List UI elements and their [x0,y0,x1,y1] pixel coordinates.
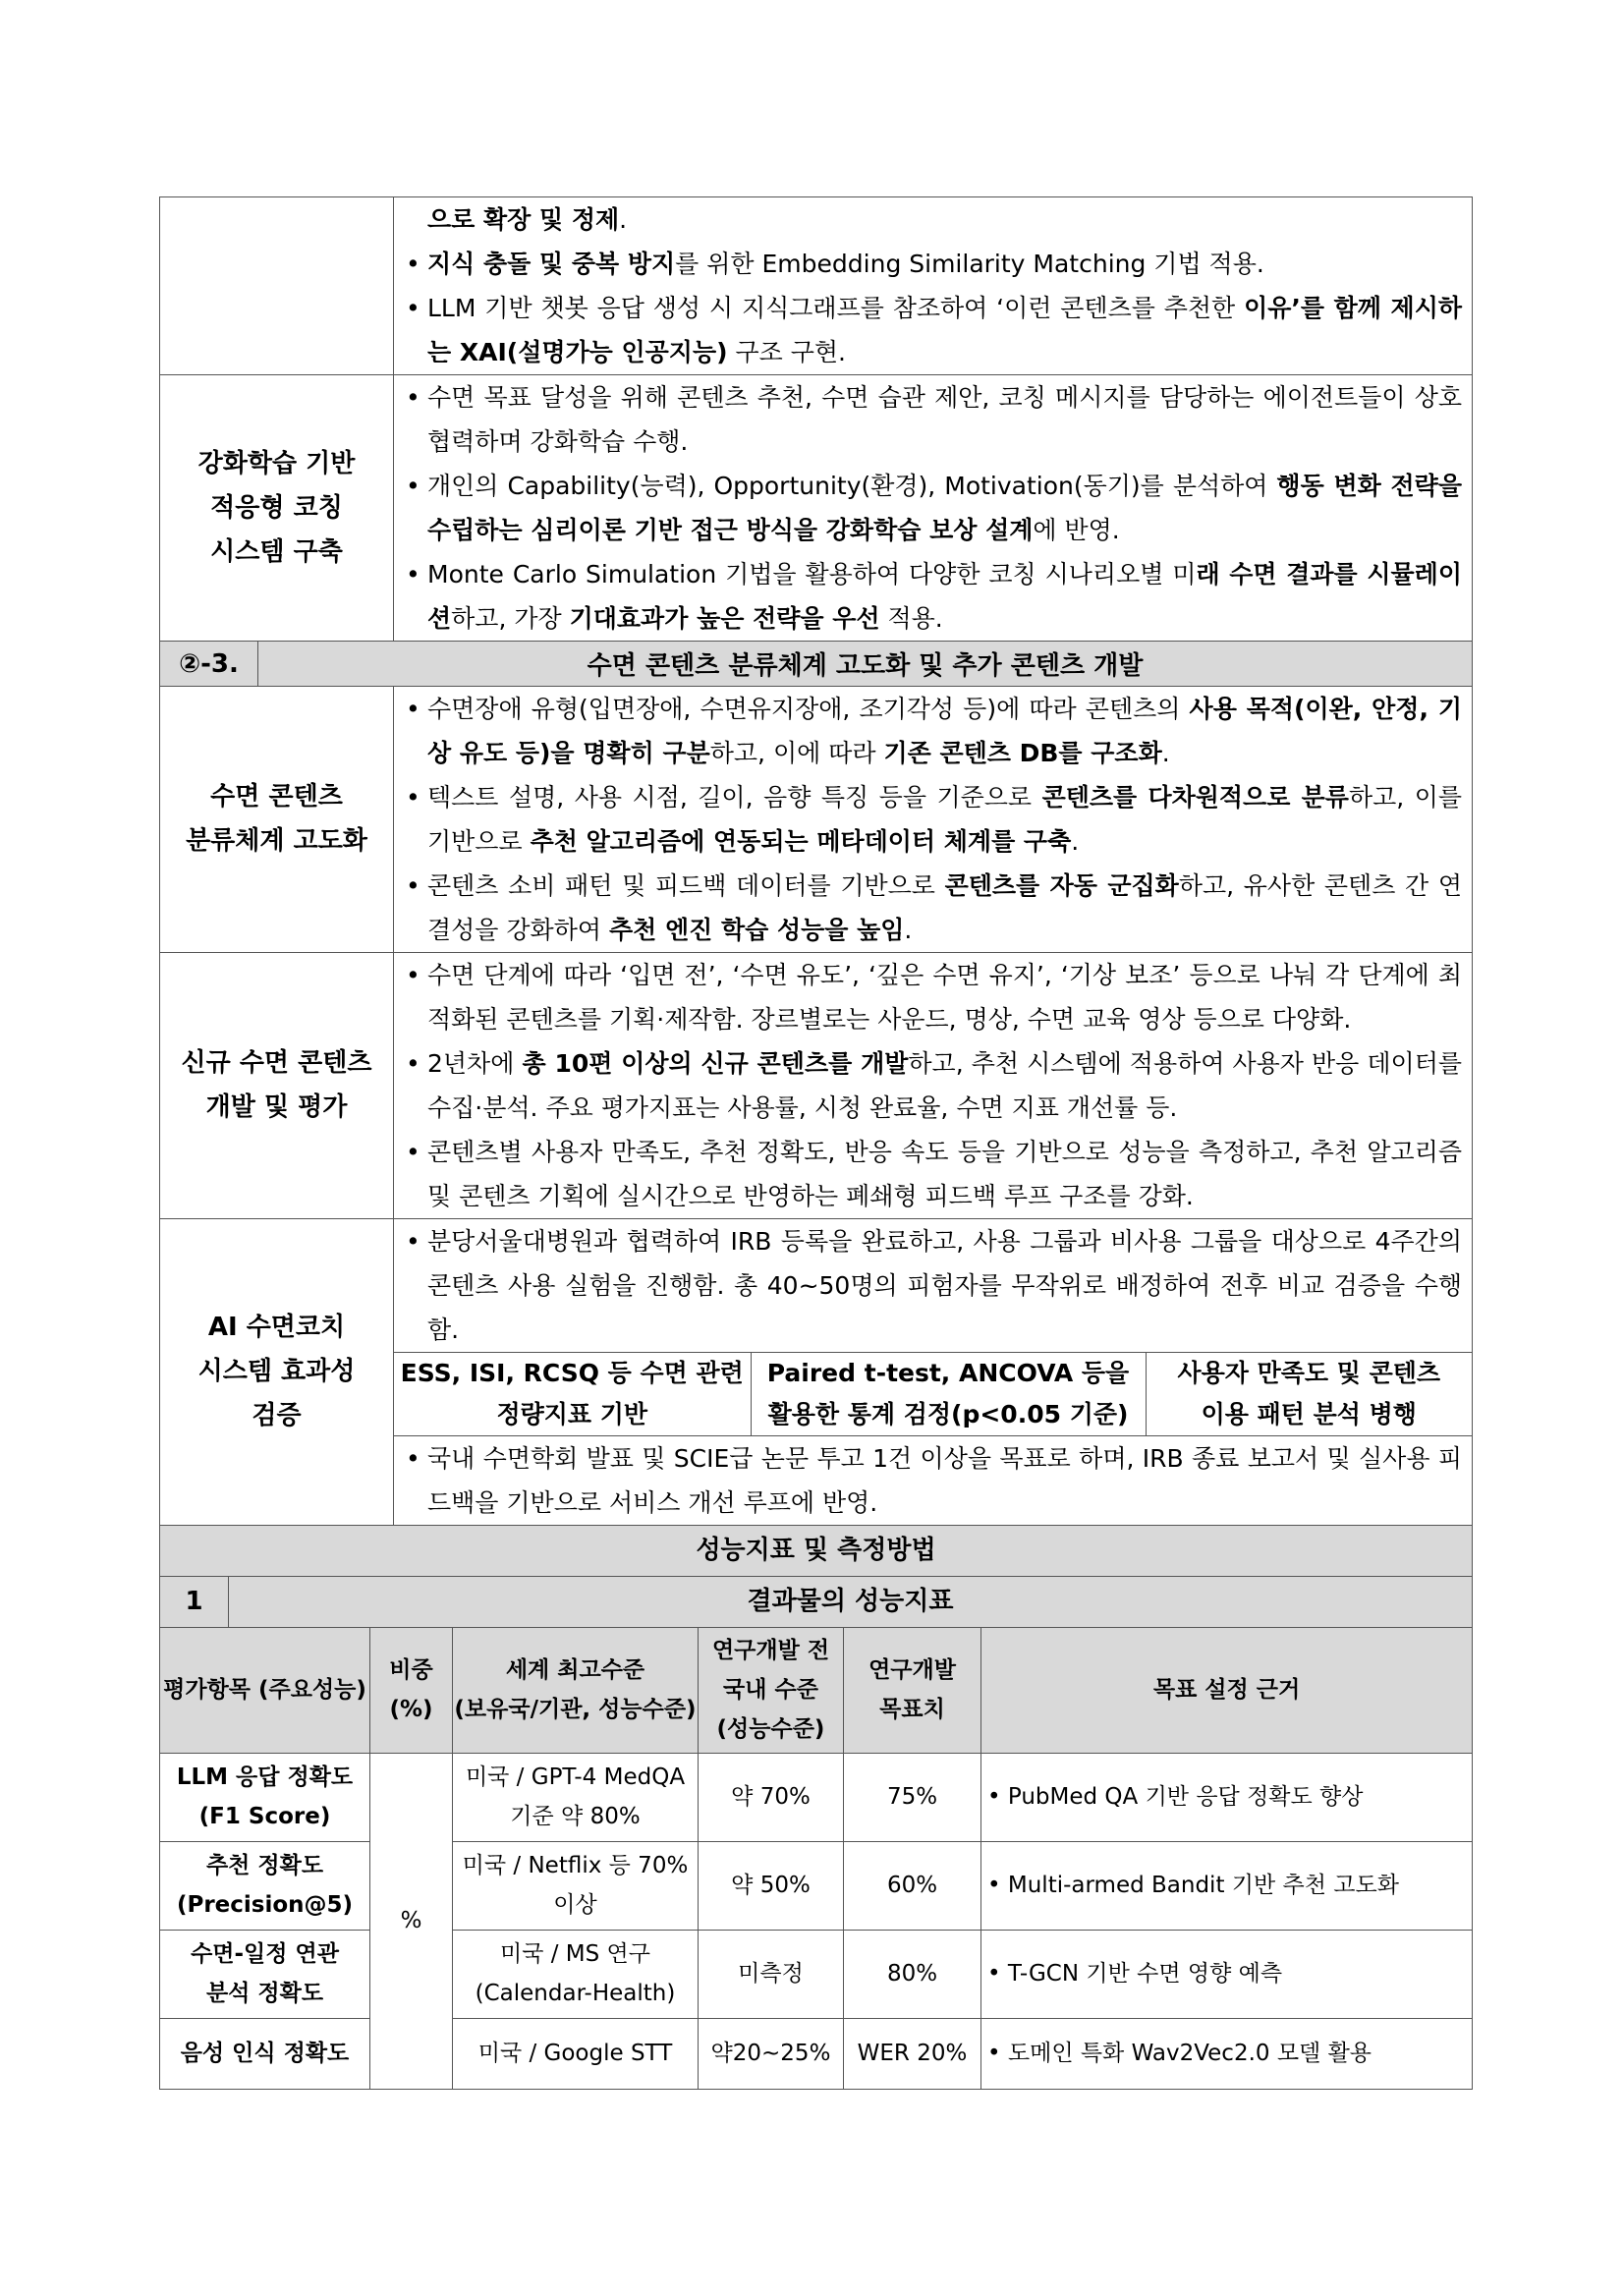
method-box-stats-line1: Paired t-test, ANCOVA 등을 [766,1359,1130,1387]
perf-world-line: 미국 / GPT-4 MedQA [465,1764,686,1790]
header-world-line1: 세계 최고수준 [505,1657,645,1683]
row-label-empty [160,197,394,375]
perf-item-line: (Precision@5) [176,1892,354,1918]
perf-sub-title: 결과물의 성능지표 [229,1576,1473,1627]
row-new-content [160,953,1473,1219]
rl-coaching-bullet-3 [406,552,1462,641]
text-run: 이유’를 함께 제시하는 XAI(설명가능 인공지능) [427,294,1462,366]
knowledge-graph-content [394,197,1473,375]
perf-domestic: 미측정 [699,1930,844,2018]
new-content-bullet-2 [406,1041,1462,1130]
perf-world-line: 기준 약 80% [510,1804,641,1829]
taxonomy-label [160,687,394,953]
new-content-bullet-3 [406,1130,1462,1218]
ai-validation-label-line-1: AI 수면코치 [207,1313,346,1342]
table-row [160,2018,1473,2089]
text-run: 하고, 추천 시스템에 적용하여 사용자 반응 데이터를 수집·분석. 주요 평가지표는 사용률, 시청 완료율, 수면 지표 개선률 등. [427,1049,1463,1122]
text-run: 하고, 가장 [451,604,570,633]
perf-sub-number: 1 [160,1576,229,1627]
taxonomy-label-line-2: 분류체계 고도화 [186,826,367,856]
perf-target: WER 20% [844,2018,981,2089]
rl-coaching-bullet-2 [406,464,1462,552]
taxonomy-content [394,687,1473,953]
perf-domestic: 약20~25% [699,2018,844,2089]
method-box-stats [751,1353,1146,1436]
header-weight: 비중(%) [370,1627,453,1753]
perf-item [160,1841,370,1930]
taxonomy-bullet-2 [406,775,1462,864]
table-row [160,1841,1473,1930]
row-knowledge-graph [160,197,1473,375]
perf-item-line: 수면-일정 연관 [191,1941,339,1967]
rl-coaching-label-line-1: 강화학습 기반 [197,448,356,478]
header-target-line2: 목표치 [879,1697,945,1722]
text-run: . [619,205,628,234]
section-header-2-3 [160,642,1473,687]
method-box-metrics [394,1353,751,1436]
perf-domestic: 약 50% [699,1841,844,1930]
ai-intro-wrap [394,1219,1472,1352]
header-domestic-line3: (성능수준) [716,1716,825,1742]
rl-coaching-label-line-2: 적응형 코칭 [210,492,343,523]
header-domestic-line2: 국내 수준 [723,1677,818,1703]
performance-table [159,1525,1473,2090]
text-run: 지식 충돌 및 중복 방지 [427,250,676,278]
text-run: 수면장애 유형(입면장애, 수면유지장애, 조기각성 등)에 따라 콘텐츠의 [427,695,1190,723]
ai-validation-content [394,1219,1473,1526]
perf-target: 75% [844,1753,981,1841]
header-domestic-line1: 연구개발 전 [711,1638,830,1663]
text-run: 콘텐츠를 자동 군집화 [944,871,1179,900]
text-run: 콘텐츠를 다차원적으로 분류 [1041,783,1349,812]
text-run: 구조 구현. [727,338,846,366]
text-run: 콘텐츠별 사용자 만족도, 추천 정확도, 반응 속도 등을 기반으로 성능을 측정하고, 추천 알고리즘 및 콘텐츠 기획에 실시간으로 반영하는 폐쇄형 피드백 루프 구조를 강화. [427,1138,1462,1210]
perf-basis: • 도메인 특화 Wav2Vec2.0 모델 활용 [981,2018,1473,2089]
perf-body [160,1753,1473,2089]
text-run: 텍스트 설명, 사용 시점, 길이, 음향 특징 등을 기준으로 [427,783,1042,812]
perf-world-line: (Calendar-Health) [475,1981,676,2006]
new-content-label-line-2: 개발 및 평가 [205,1092,348,1122]
text-run: . [1071,827,1080,856]
text-run: 개인의 Capability(능력), Opportunity(환경), Motivation(동기)를 분석하여 [427,472,1277,500]
text-run: LLM 기반 챗봇 응답 생성 시 지식그래프를 참조하여 ‘이런 콘텐츠를 추천한 [427,294,1245,322]
ai-validation-label [160,1219,394,1526]
knowledge-graph-line-2 [406,242,1462,286]
text-run: 으로 확장 및 정제 [427,205,620,234]
text-run: 사용 목적(이완, 안정, 기상 유도 등)을 명확히 구분 [427,695,1462,767]
header-target [844,1627,981,1753]
text-run: 하고, 유사한 콘텐츠 간 연결성을 강화하여 [427,871,1463,944]
taxonomy-bullet-3 [406,864,1462,952]
section-number: ②-3. [160,642,258,687]
text-run: 추천 엔진 학습 성능을 높임 [608,916,905,944]
perf-item [160,1753,370,1841]
perf-world [453,1753,699,1841]
perf-world-line: 미국 / MS 연구 [500,1941,650,1967]
new-content-label-line-1: 신규 수면 콘텐츠 [181,1048,372,1078]
text-run: 하고, 이를 기반으로 [427,783,1462,856]
rl-coaching-content [394,375,1473,642]
text-run: 추천 알고리즘에 연동되는 메타데이터 체계를 구축 [530,827,1072,856]
perf-target: 60% [844,1841,981,1930]
text-run: 2년차에 [427,1049,523,1078]
perf-world-line: 미국 / Google STT [477,2041,673,2066]
header-world-line2: (보유국/기관, 성능수준) [454,1697,697,1722]
method-box-usage [1146,1353,1472,1436]
text-run: 수면 목표 달성을 위해 콘텐츠 추천, 수면 습관 제안, 코칭 메시지를 담당하는 에이전트들이 상호 협력하며 강화학습 수행. [427,383,1462,456]
header-item: 평가항목 (주요성능) [160,1627,370,1753]
row-ai-validation [160,1219,1473,1526]
ai-validation-label-line-2: 시스템 효과성 [197,1357,356,1386]
perf-world [453,2018,699,2089]
section-title: 수면 콘텐츠 분류체계 고도화 및 추가 콘텐츠 개발 [258,642,1473,687]
perf-world [453,1930,699,2018]
text-run: 적용. [879,604,943,633]
ai-outro-wrap [394,1436,1472,1525]
document-body [159,196,1472,2090]
perf-title-row [160,1525,1473,1576]
text-run: 총 10편 이상의 신규 콘텐츠를 개발 [522,1049,909,1078]
new-content-label [160,953,394,1219]
text-run: 수면 단계에 따라 ‘입면 전’, ‘수면 유도’, ‘깊은 수면 유지’, ‘기상 보조’ 등으로 나눠 각 단계에 최적화된 콘텐츠를 기획·제작함. 장르별로는 사운드, 명상, 수면 교육 영상 등으로 다양화. [427,961,1462,1034]
perf-basis: • PubMed QA 기반 응답 정확도 향상 [981,1753,1473,1841]
perf-world-line: 미국 / Netflix 등 70% [462,1853,689,1878]
perf-item-line: 추천 정확도 [205,1853,324,1878]
description-table [159,196,1473,1526]
perf-item-line: LLM 응답 정확도 [176,1764,354,1790]
perf-world [453,1841,699,1930]
perf-header-row [160,1627,1473,1753]
perf-basis: • T-GCN 기반 수면 영향 예측 [981,1930,1473,2018]
perf-item-line: (F1 Score) [198,1804,331,1829]
text-run: 하고, 이에 따라 [709,739,884,767]
perf-domestic: 약 70% [699,1753,844,1841]
ai-outro: • 국내 수면학회 발표 및 SCIE급 논문 투고 1건 이상을 목표로 하며, IRB 종료 보고서 및 실사용 피드백을 기반으로 서비스 개선 루프에 반영. [406,1436,1462,1525]
header-domestic [699,1627,844,1753]
table-row [160,1753,1473,1841]
perf-item-line: 음성 인식 정확도 [180,2041,350,2066]
method-box-stats-line2: 활용한 통계 검정(p<0.05 기준) [767,1400,1129,1428]
text-run: 콘텐츠 소비 패턴 및 피드백 데이터를 기반으로 [427,871,945,900]
new-content-content [394,953,1473,1219]
ai-method-boxes [394,1352,1472,1436]
text-run: 를 위한 Embedding Similarity Matching 기법 적용. [675,250,1264,278]
text-run: 에 반영. [1033,516,1120,544]
text-run: 행동 변화 전략을 수립하는 심리이론 기반 접근 방식을 강화학습 보상 설계 [427,472,1462,544]
rl-coaching-bullet-1 [406,375,1462,464]
knowledge-graph-line-1 [406,197,1462,242]
text-run: Monte Carlo Simulation 기법을 활용하여 다양한 코칭 시나리오별 미 [427,560,1197,588]
perf-item [160,1930,370,2018]
taxonomy-bullet-1 [406,687,1462,775]
text-run: 기대효과가 높은 전략을 우선 [569,604,880,633]
perf-weight: % [370,1753,453,2089]
text-run: 기존 콘텐츠 DB를 구조화 [883,739,1162,767]
perf-sub-row [160,1576,1473,1627]
perf-basis: • Multi-armed Bandit 기반 추천 고도화 [981,1841,1473,1930]
rl-coaching-label-line-3: 시스템 구축 [210,536,343,567]
header-world [453,1627,699,1753]
perf-target: 80% [844,1930,981,2018]
new-content-bullet-1 [406,953,1462,1041]
header-basis: 목표 설정 근거 [981,1627,1473,1753]
row-rl-coaching [160,375,1473,642]
knowledge-graph-line-3 [406,286,1462,374]
text-run: . [904,916,913,944]
perf-world-line: 이상 [553,1892,597,1918]
taxonomy-label-line-1: 수면 콘텐츠 [210,782,343,812]
method-box-usage-line1: 사용자 만족도 및 콘텐츠 [1177,1359,1441,1387]
header-target-line1: 연구개발 [868,1657,956,1683]
perf-item-line: 분석 정확도 [205,1981,324,2006]
table-row [160,1930,1473,2018]
perf-item [160,2018,370,2089]
method-box-metrics-line1: ESS, ISI, RCSQ 등 수면 관련 [400,1359,744,1387]
method-box-metrics-line2: 정량지표 기반 [496,1400,648,1428]
text-run: . [1161,739,1170,767]
perf-title: 성능지표 및 측정방법 [160,1525,1473,1576]
rl-coaching-label [160,375,394,642]
ai-validation-label-line-3: 검증 [252,1401,302,1430]
text-run: 래 수면 결과를 시뮬레이션 [427,560,1462,633]
row-taxonomy [160,687,1473,953]
ai-intro: • 분당서울대병원과 협력하여 IRB 등록을 완료하고, 사용 그룹과 비사용 그룹을 대상으로 4주간의 콘텐츠 사용 실험을 진행함. 총 40~50명의 피험자를 무작위로 배정하여 전후 비교 검증을 수행함. [406,1219,1462,1352]
method-box-usage-line2: 이용 패턴 분석 병행 [1201,1400,1417,1428]
